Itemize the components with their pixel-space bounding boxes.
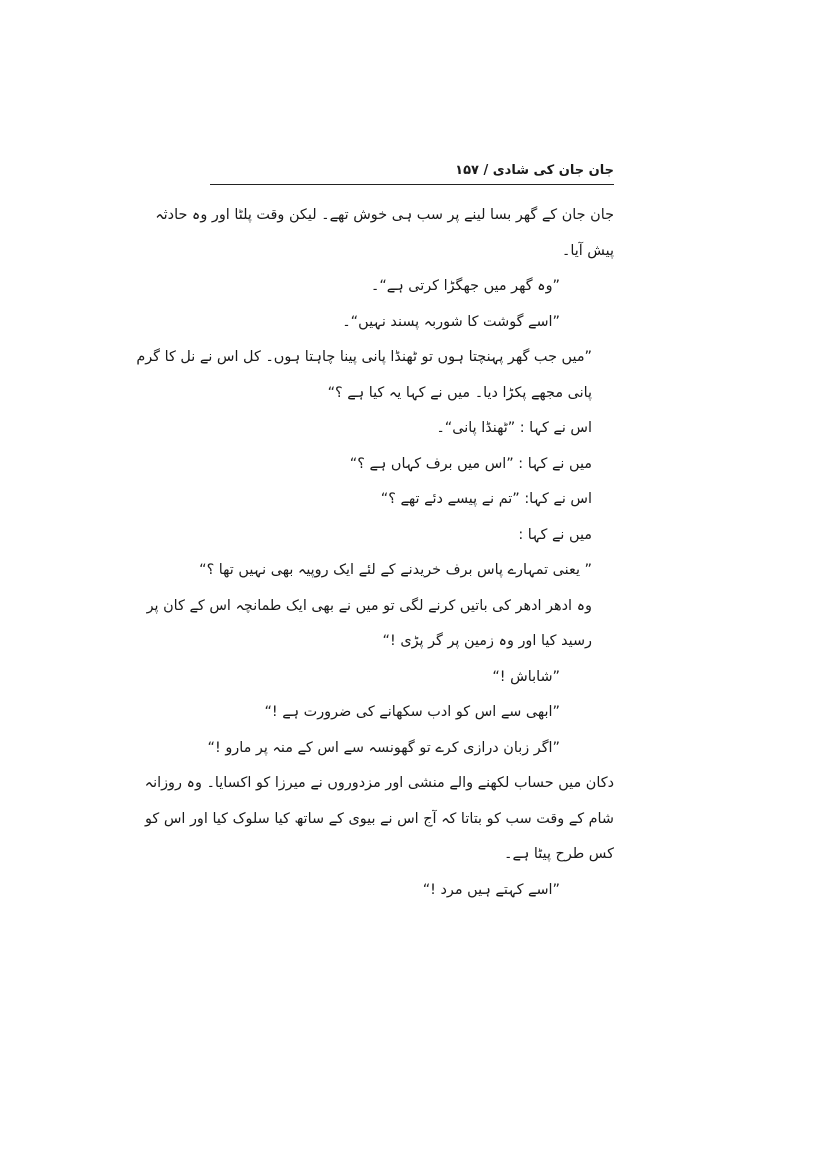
text-line: رسید کیا اور وہ زمین پر گر پڑی !“ (382, 633, 592, 649)
text-line: ”اگر زبان درازی کرے تو گھونسہ سے اس کے منہ پر مارو !“ (207, 739, 560, 756)
text-line: پیش آیا۔ (561, 242, 614, 259)
text-line: ”ابھی سے اس کو ادب سکھانے کی ضرورت ہے !“ (264, 704, 560, 720)
text-line: جان جان کے گھر بسا لینے پر سب ہی خوش تھے۔ لیکن وقت پلٹا اور وہ حادثہ (155, 207, 614, 223)
text-line: ”اسے گوشت کا شوربہ پسند نہیں“۔ (342, 313, 560, 330)
text-line: دکان میں حساب لکھنے والے منشی اور مزدوروں نے میرزا کو اکسایا۔ وہ روزانہ (144, 775, 614, 791)
text-line: کس طرح پیٹا ہے۔ (504, 846, 614, 862)
text-line: پانی مجھے پکڑا دیا۔ میں نے کہا یہ کیا ہے ؟“ (327, 384, 592, 401)
text-line: اس نے کہا: ”تم نے پیسے دئے تھے ؟“ (380, 491, 592, 507)
running-title: جان جان کی شادی / ۱۵۷ (455, 163, 614, 178)
text-line: ”وہ گھر میں جھگڑا کرتی ہے“۔ (370, 278, 560, 294)
page-body (136, 198, 614, 908)
text-line: ”اسے کہتے ہیں مرد !“ (422, 881, 560, 898)
text-line: میں نے کہا : ”اس میں برف کہاں ہے ؟“ (349, 455, 592, 472)
text-line: اس نے کہا : ”ٹھنڈا پانی“۔ (436, 420, 592, 436)
text-line: شام کے وقت سب کو بتاتا کہ آج اس نے بیوی کے ساتھ کیا سلوک کیا اور اس کو (144, 810, 614, 827)
text-line: ”شاباش !“ (492, 668, 560, 685)
text-line: ”میں جب گھر پہنچتا ہوں تو ٹھنڈا پانی پینا چاہتا ہوں۔ کل اس نے نل کا گرم (136, 349, 592, 365)
text-line: وہ ادھر ادھر کی باتیں کرنے لگی تو میں نے بھی ایک طمانچہ اس کے کان پر (146, 597, 592, 614)
running-header (210, 160, 614, 185)
text-line: ” یعنی تمہارے پاس برف خریدنے کے لئے ایک روپیہ بھی نہیں تھا ؟“ (199, 562, 592, 578)
text-line: میں نے کہا : (518, 526, 592, 543)
